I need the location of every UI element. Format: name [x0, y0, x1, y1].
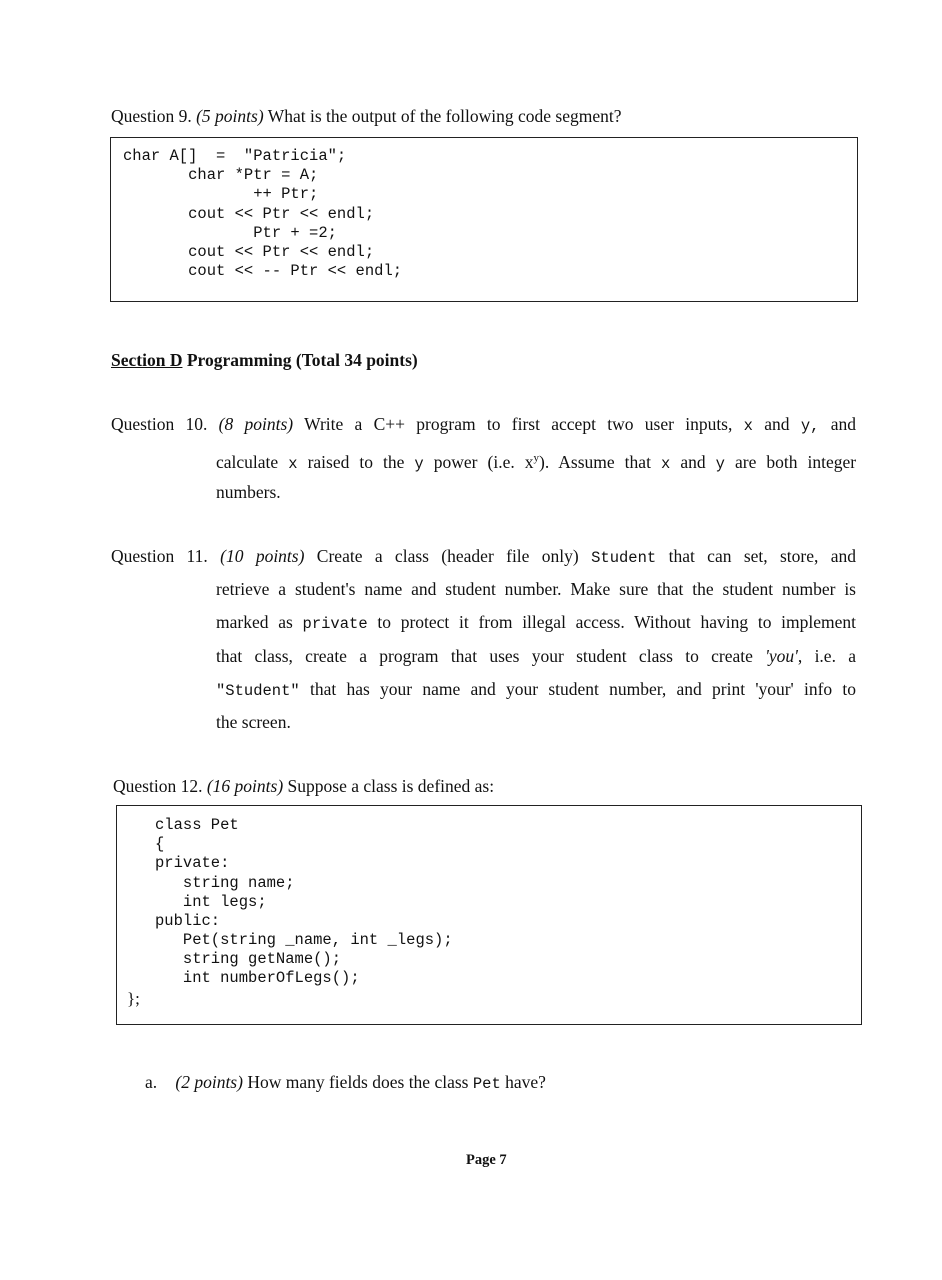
q10-x-code: x: [743, 417, 753, 435]
q10-y-code: y,: [800, 417, 820, 435]
q12-code-line: private:: [155, 854, 230, 872]
q12-part-a: [145, 1072, 546, 1094]
q12-label: Question 12.: [113, 776, 203, 796]
q11-private-code: private: [302, 615, 368, 633]
q12-part-a-text-a: How many fields does the class: [247, 1072, 469, 1092]
q12-part-a-code: Pet: [472, 1075, 501, 1093]
q12-code-line: class Pet: [155, 816, 239, 834]
q12-code-close: };: [127, 989, 140, 1008]
q12-code-line: public:: [155, 912, 221, 930]
q11-line-1: [111, 546, 856, 568]
q9-label: Question 9.: [111, 106, 192, 126]
q12-part-a-marker: a.: [145, 1072, 158, 1092]
q9-code-line: ++ Ptr;: [123, 185, 319, 203]
q11-l3-b: to protect it from illegal access. Without having to implement: [377, 612, 857, 632]
q12-code-line: {: [155, 835, 165, 853]
q10-line2-a: calculate: [216, 451, 279, 472]
q11-student-quoted-code: "Student": [216, 682, 300, 700]
q11-l3-a: marked as: [216, 612, 293, 632]
q9-code-box: [110, 137, 858, 302]
q12-code-box: [116, 805, 862, 1025]
q11-l1-b: that can set, store, and: [668, 546, 856, 566]
q9-code-line: cout << Ptr << endl;: [123, 243, 375, 261]
q10-and: and: [764, 414, 790, 434]
q12-code-line: string getName();: [155, 950, 342, 968]
q12-code-line: int legs;: [155, 893, 267, 911]
q10-line2-e: and: [680, 451, 706, 472]
q10-line2-c: power (i.e. $x^y$). Assume that: [433, 451, 651, 472]
q10-line-1: [111, 414, 856, 436]
q12-code-line: int numberOfLegs();: [155, 969, 360, 987]
section-d-title-rest: Programming (Total 34 points): [186, 350, 418, 370]
q10-y-code: y: [715, 454, 725, 473]
q10-line-2: [216, 448, 856, 474]
q10-superscript: y: [533, 452, 540, 464]
q11-l4-a: that class, create a program that uses your student class to create: [216, 646, 753, 666]
q9-code-line: Ptr + =2;: [123, 224, 337, 242]
q12-points: (16 points): [206, 776, 284, 796]
q11-line-3: [216, 612, 856, 634]
q11-l5-b: that has your name and your student number, and print 'your' info to: [309, 679, 857, 699]
q12-text: Suppose a class is defined as:: [287, 776, 495, 796]
q10-x-code: x: [288, 454, 298, 473]
q10-line2-f: are both integer: [734, 451, 857, 472]
q9-code-line: char A[] = "Patricia";: [123, 147, 347, 165]
page-number: Page 7: [466, 1152, 507, 1168]
q10-line1-text: Write a C++ program to first accept two user inputs,: [304, 414, 733, 434]
q9-text: What is the output of the following code segment?: [267, 106, 622, 126]
q10-line2-b: raised to the: [307, 451, 405, 472]
section-d-heading: [111, 350, 418, 370]
q10-and2: and: [830, 414, 857, 434]
q12-code-line: string name;: [155, 874, 295, 892]
q11-line-2: retrieve a student's name and student number. Make sure that the student number is: [216, 579, 856, 599]
q9-code-line: cout << -- Ptr << endl;: [123, 262, 403, 280]
q12-part-a-points: (2 points): [175, 1072, 243, 1092]
q12-prompt: [113, 776, 494, 796]
q9-points: (5 points): [196, 106, 264, 126]
q9-code-line: cout << Ptr << endl;: [123, 205, 375, 223]
q12-code-line: Pet(string _name, int _legs);: [155, 931, 453, 949]
q10-points: (8 points): [218, 414, 294, 434]
q11-line-4: [216, 646, 856, 666]
q11-l1-a: Create a class (header file only): [316, 546, 579, 566]
q11-label: Question 11.: [111, 546, 208, 566]
q10-y-code: y: [414, 454, 424, 473]
q11-points: (10 points): [220, 546, 305, 566]
q10-x-code: x: [660, 454, 671, 473]
q12-part-a-text-b: have?: [505, 1072, 546, 1092]
q11-student-code: Student: [591, 549, 657, 567]
q11-l4-ib: 'you', i.e. a: [765, 646, 856, 666]
q10-label: Question 10.: [111, 414, 208, 434]
q11-line-6: the screen.: [216, 712, 291, 732]
q11-line-5: [216, 679, 856, 701]
q10-line-3: numbers.: [216, 482, 281, 502]
q9-prompt: [111, 106, 622, 126]
q9-code-line: char *Ptr = A;: [123, 166, 319, 184]
section-d-title-underlined: Section D: [111, 350, 183, 370]
